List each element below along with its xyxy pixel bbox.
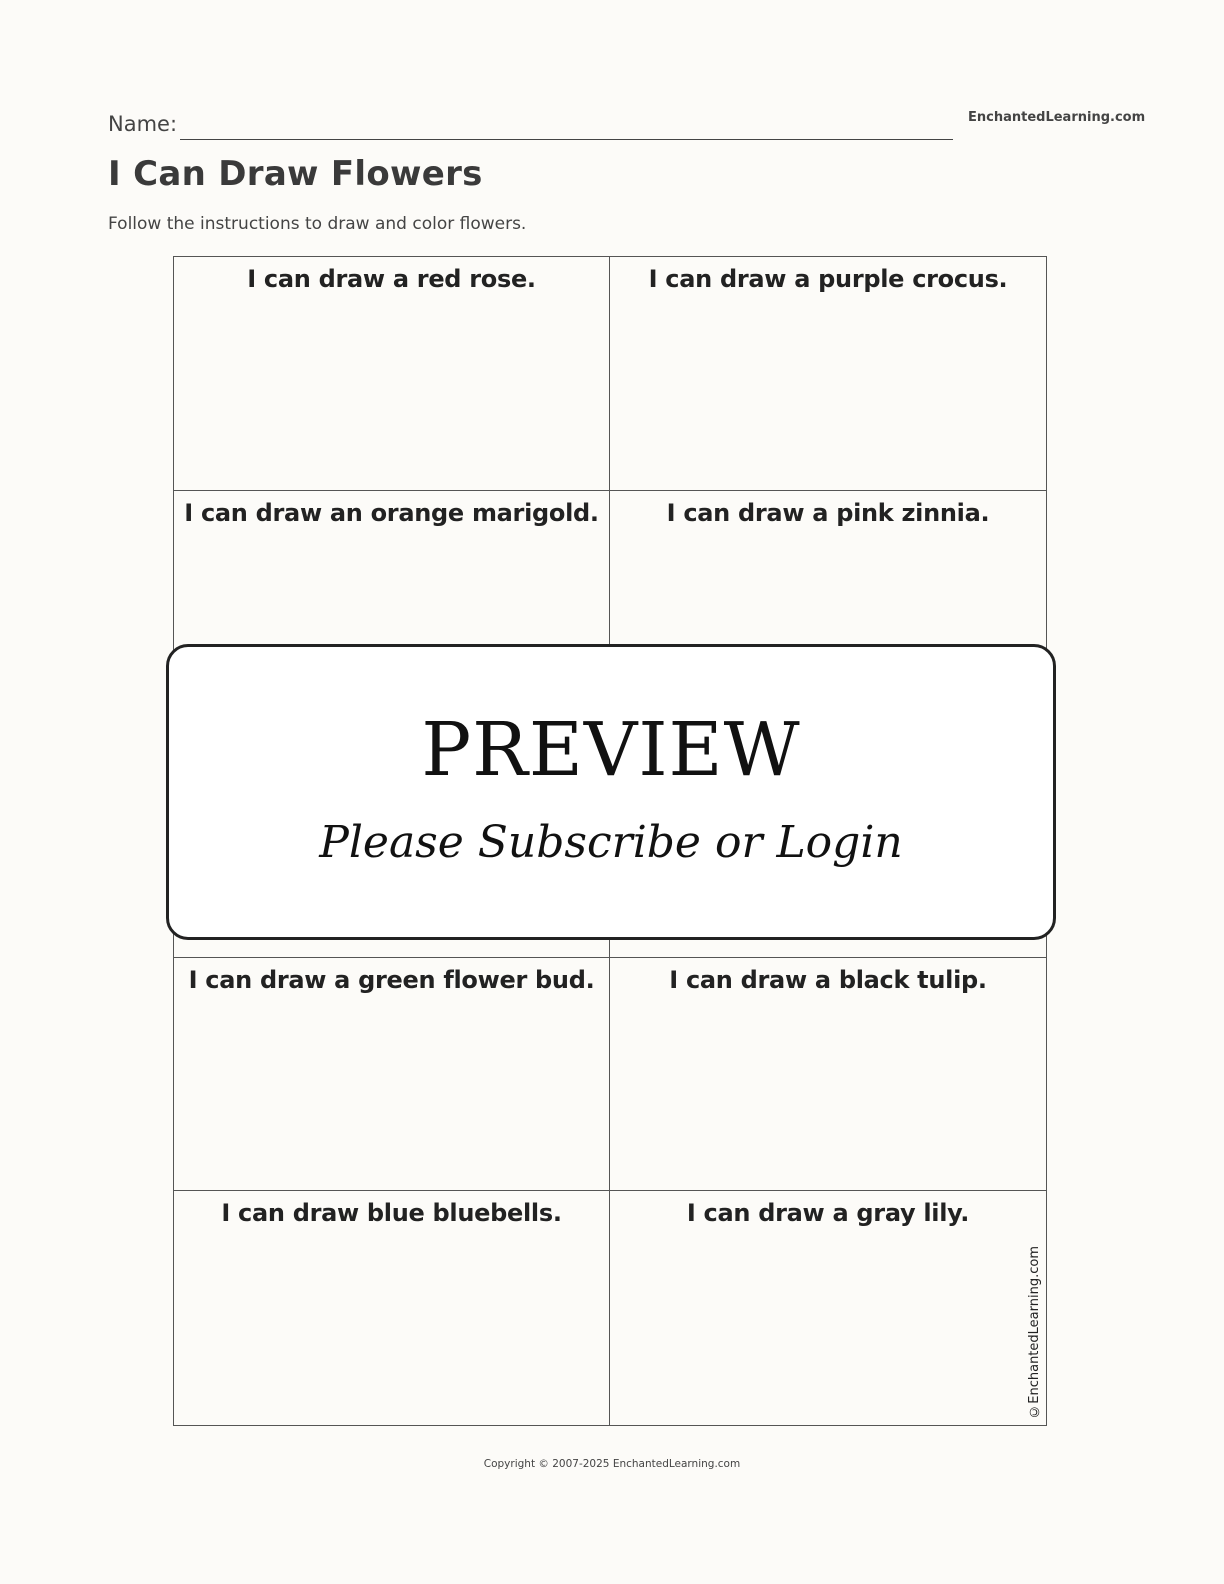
cell-label: I can draw a red rose.	[247, 265, 536, 293]
preview-overlay[interactable]	[166, 644, 1056, 940]
drawing-cell-red-rose[interactable]	[174, 257, 610, 491]
cell-label: I can draw blue bluebells.	[221, 1199, 562, 1228]
page-title: I Can Draw Flowers	[108, 154, 483, 194]
instructions: Follow the instructions to draw and color flowers.	[108, 214, 527, 234]
cell-label: I can draw a pink zinnia.	[666, 498, 990, 527]
drawing-cell-purple-crocus[interactable]	[610, 257, 1046, 491]
cell-label: I can draw an orange marigold.	[184, 498, 599, 527]
drawing-cell-green-flower-bud[interactable]	[174, 958, 610, 1192]
preview-title: PREVIEW	[421, 707, 801, 793]
name-label: Name:	[108, 112, 178, 136]
cell-label: I can draw a purple crocus.	[648, 265, 1008, 293]
site-mark: EnchantedLearning.com	[968, 110, 1146, 125]
vertical-copyright: ©EnchantedLearning.com	[1027, 1246, 1042, 1419]
preview-subtitle: Please Subscribe or Login	[319, 817, 903, 868]
cell-label: I can draw a green flower bud.	[188, 965, 595, 994]
cell-label: I can draw a black tulip.	[669, 965, 987, 994]
drawing-cell-blue-bluebells[interactable]	[174, 1191, 610, 1425]
drawing-cell-gray-lily[interactable]	[610, 1191, 1046, 1425]
name-field[interactable]	[180, 139, 953, 140]
footer-copyright: Copyright © 2007-2025 EnchantedLearning.com	[483, 1458, 741, 1470]
cell-label: I can draw a gray lily.	[686, 1199, 970, 1228]
drawing-cell-black-tulip[interactable]	[610, 958, 1046, 1192]
name-row	[108, 108, 953, 140]
